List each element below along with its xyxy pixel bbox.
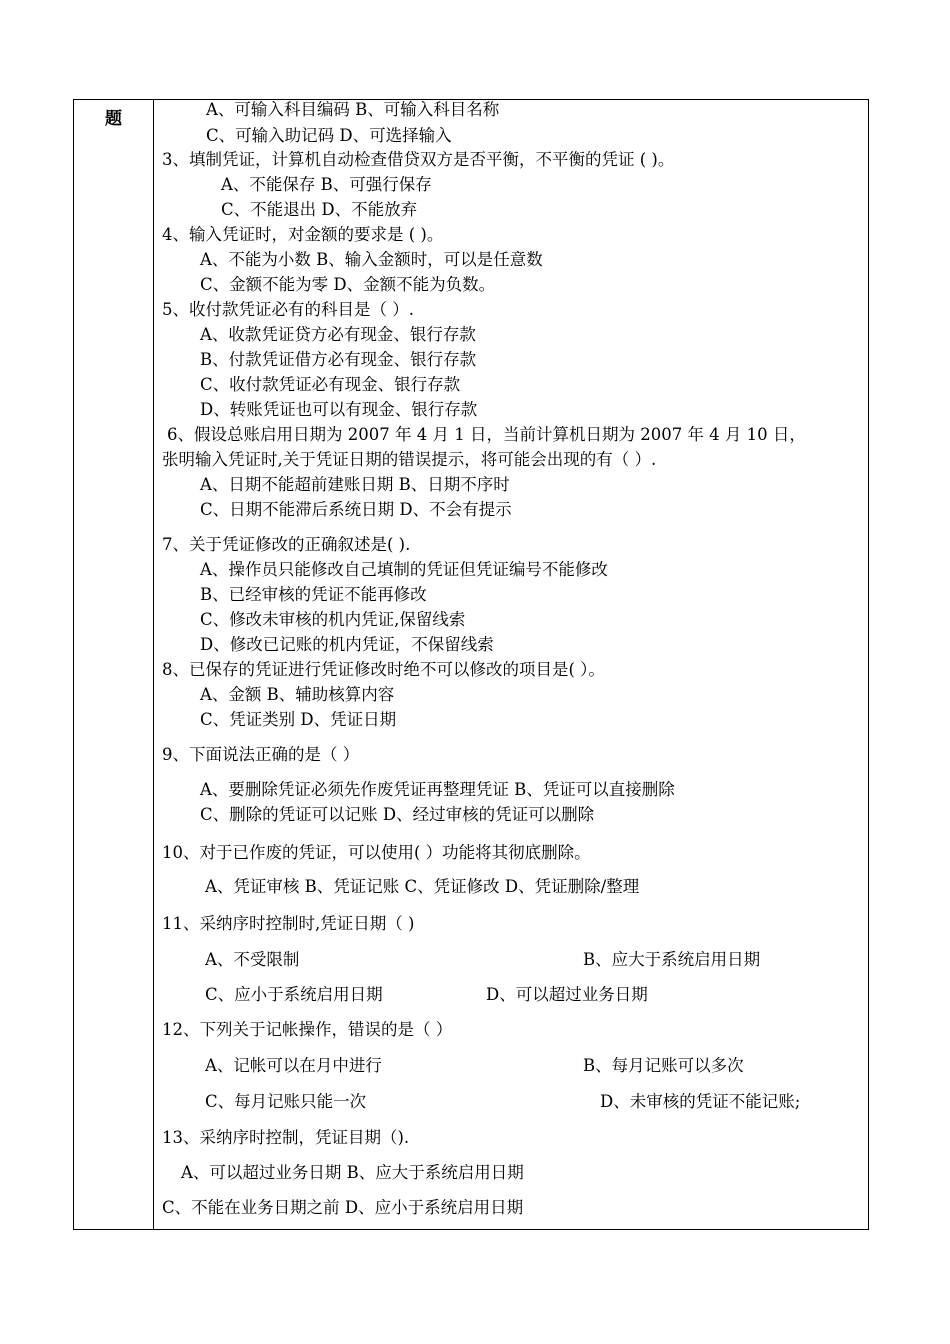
question-line: 12、下列关于记帐操作，错误的是（ ） <box>162 1020 453 1039</box>
question-line: 张明输入凭证时,关于凭证日期的错误提示，将可能会出现的有（ ）. <box>162 450 657 469</box>
question-line: 8、已保存的凭证进行凭证修改时绝不可以修改的项目是( ）。 <box>162 660 605 679</box>
question-line: 7、关于凭证修改的正确叙述是( ). <box>162 535 411 554</box>
question-line: B、应大于系统启用日期 <box>583 950 761 969</box>
question-line: C、不能退出 D、不能放弃 <box>221 200 418 219</box>
column-divider <box>153 100 154 1229</box>
question-line: A、操作员只能修改自己填制的凭证但凭证编号不能修改 <box>200 560 608 579</box>
question-line: A、凭证审核 B、凭证记账 C、凭证修改 D、凭证删除/整理 <box>205 877 640 896</box>
question-line: B、付款凭证借方必有现金、银行存款 <box>200 350 477 369</box>
question-line: C、金额不能为零 D、金额不能为负数。 <box>200 275 496 294</box>
question-line: D、转账凭证也可以有现金、银行存款 <box>200 400 478 419</box>
question-line: D、修改已记账的机内凭证，不保留线索 <box>200 635 494 654</box>
question-line: 6、假设总账启用日期为 2007 年 4 月 1 日，当前计算机日期为 2007 年 4 月 10 日， <box>167 425 806 444</box>
question-line: A、不能保存 B、可强行保存 <box>221 175 432 194</box>
question-line: A、收款凭证贷方必有现金、银行存款 <box>200 325 476 344</box>
question-line: A、日期不能超前建账日期 B、日期不序时 <box>200 475 510 494</box>
question-line: 13、采纳序时控制，凭证目期（). <box>162 1128 410 1147</box>
question-line: A、不受限制 <box>205 950 300 969</box>
question-line: A、要删除凭证必须先作废凭证再整理凭证 B、凭证可以直接删除 <box>200 780 675 799</box>
question-line: C、收付款凭证必有现金、银行存款 <box>200 375 461 394</box>
question-line: C、删除的凭证可以记账 D、经过审核的凭证可以删除 <box>200 805 595 824</box>
question-line: A、可以超过业务日期 B、应大于系统启用日期 <box>181 1163 524 1182</box>
question-line: C、每月记账只能一次 <box>205 1092 367 1111</box>
question-line: 9、下面说法正确的是（ ） <box>162 745 360 764</box>
row-label: 题 <box>105 109 122 129</box>
question-line: A、不能为小数 B、输入金额时，可以是任意数 <box>200 250 543 269</box>
question-line: B、每月记账可以多次 <box>583 1056 744 1075</box>
question-line: C、修改未审核的机内凭证,保留线索 <box>200 610 466 629</box>
question-line: C、应小于系统启用日期 <box>205 985 383 1004</box>
question-line: 11、采纳序时控制时,凭证日期（ ) <box>162 914 415 933</box>
question-line: A、记帐可以在月中进行 <box>205 1056 382 1075</box>
question-line: C、可输入助记码 D、可选择输入 <box>206 126 452 145</box>
question-line: 4、输入凭证时，对金额的要求是 ( )。 <box>162 225 444 244</box>
question-line: C、不能在业务日期之前 D、应小于系统启用日期 <box>162 1198 524 1217</box>
question-line: D、可以超过业务日期 <box>486 985 648 1004</box>
question-line: B、已经审核的凭证不能再修改 <box>200 585 427 604</box>
question-line: 3、填制凭证，计算机自动检查借贷双方是否平衡，不平衡的凭证 ( )。 <box>162 150 675 169</box>
question-line: 10、对于已作废的凭证，可以使用( ）功能将其彻底删除。 <box>162 843 591 862</box>
question-line: C、凭证类别 D、凭证日期 <box>200 710 397 729</box>
question-line: 5、收付款凭证必有的科目是（ ）. <box>162 300 414 319</box>
question-line: A、金额 B、辅助核算内容 <box>200 685 395 704</box>
question-line: A、可输入科目编码 B、可输入科目名称 <box>206 100 500 119</box>
question-line: C、日期不能滞后系统日期 D、不会有提示 <box>200 500 512 519</box>
question-line: D、未审核的凭证不能记账; <box>600 1092 801 1111</box>
